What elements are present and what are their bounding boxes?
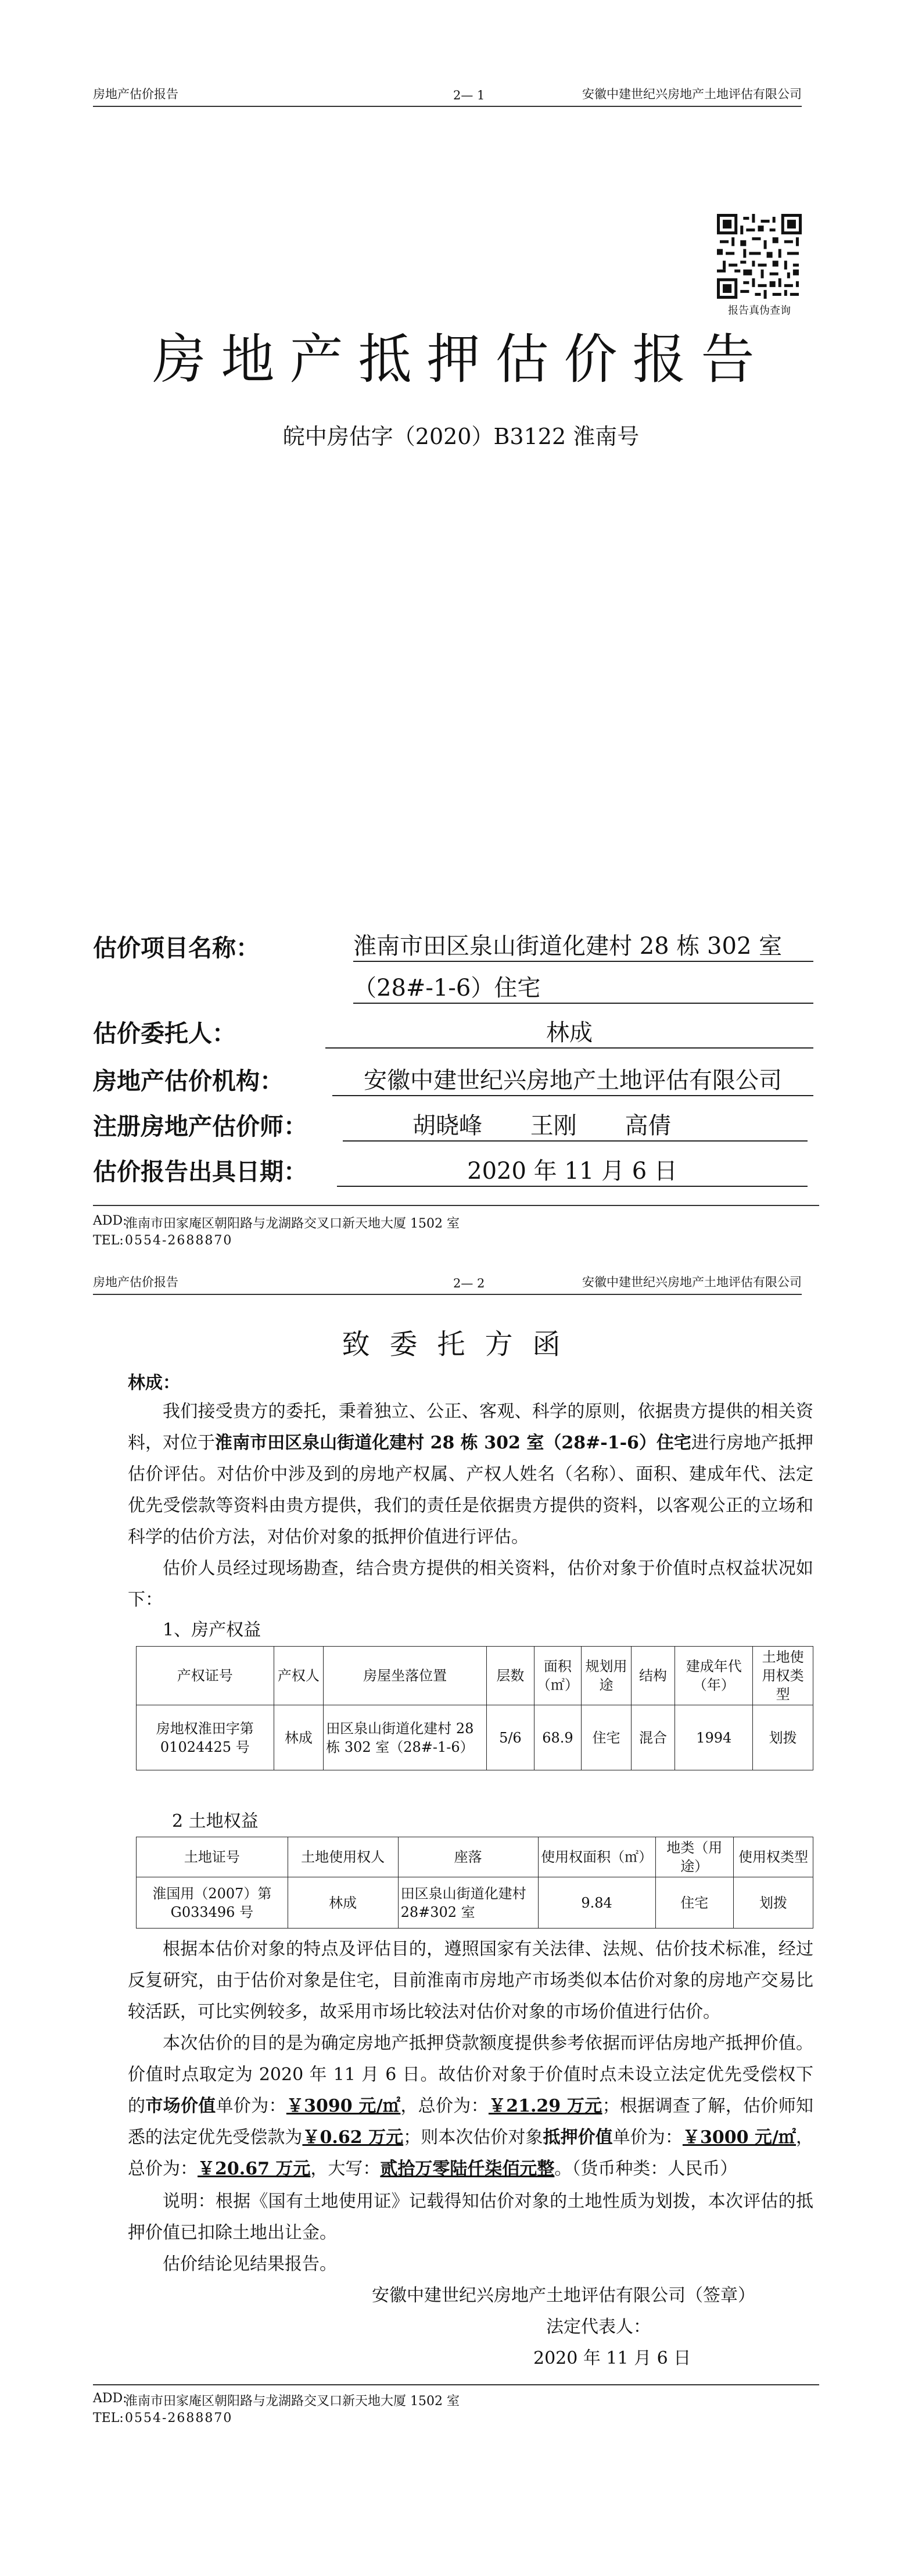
letter-paragraph-1 xyxy=(128,1396,813,1553)
market-unit-price: ￥3090 元/㎡ xyxy=(286,2096,401,2116)
client-label: 估价委托人： xyxy=(93,1019,236,1047)
commission-letter-page xyxy=(0,1258,922,2576)
table-row xyxy=(137,1877,813,1929)
letter-paragraph-6: 估价结论见结果报告。 xyxy=(163,2254,337,2274)
signature-company: 安徽中建世纪兴房地产土地评估有限公司（签章） xyxy=(372,2285,755,2306)
footer-address: 淮南市田家庵区朝阳路与龙湖路交叉口新天地大厦 1502 室 xyxy=(125,2394,460,2409)
table-header-cell: 房屋坐落位置 xyxy=(324,1647,487,1705)
table-cell: 田区泉山街道化建村 28 栋 302 室（28#-1-6） xyxy=(324,1705,487,1770)
table-cell: 混合 xyxy=(631,1705,675,1770)
header-company: 安徽中建世纪兴房地产土地评估有限公司 xyxy=(582,1275,802,1289)
mortgage-total-price: ￥20.67 万元 xyxy=(198,2159,311,2179)
para4-text: 本次估价的目的是为确定房地产抵押贷款额度提供参考依据而评估房地产抵押价值。价值时点取定为 2020 年 11 月 6 日。故估价对象于价值时点未设立法定优先受偿权下的 xyxy=(128,2033,813,2116)
table-header-row xyxy=(137,1647,813,1705)
addressee: 林成： xyxy=(128,1373,180,1393)
table-header-cell: 使用权类型 xyxy=(734,1837,813,1877)
footer-tel-key: TEL: xyxy=(93,1233,124,1248)
house-rights-table xyxy=(136,1646,813,1770)
table-cell: 划拨 xyxy=(734,1877,813,1929)
footer-address: 淮南市田家庵区朝阳路与龙湖路交叉口新天地大厦 1502 室 xyxy=(125,1217,460,1231)
para1-text-a: 我们接受贵方的委托，秉着独立、公正、客观、科学的原则，依据贵方提供的相关资料，对位于 xyxy=(128,1401,813,1453)
table-header-cell: 层数 xyxy=(487,1647,534,1705)
letter-paragraph-4 xyxy=(128,2028,813,2185)
project-name-line2: （28#-1-6）住宅 xyxy=(353,969,813,1004)
table-cell: 5/6 xyxy=(487,1705,534,1770)
header-report-type: 房地产估价报告 xyxy=(93,1275,178,1289)
appraisers-label: 注册房地产估价师： xyxy=(93,1112,307,1140)
qr-code-icon xyxy=(717,214,802,299)
table-cell: 林成 xyxy=(274,1705,324,1770)
table-header-cell: 使用权面积（㎡） xyxy=(538,1837,655,1877)
header-report-type: 房地产估价报告 xyxy=(93,87,178,101)
table-header-cell: 土地使用权类型 xyxy=(753,1647,813,1705)
table-cell: 林成 xyxy=(288,1877,398,1929)
table-cell: 68.9 xyxy=(534,1705,582,1770)
land-rights-table xyxy=(136,1837,813,1929)
table-header-cell: 座落 xyxy=(398,1837,538,1877)
qr-caption: 报告真伪查询 xyxy=(728,305,791,317)
letter-paragraph-2: 估价人员经过现场勘查，结合贵方提供的相关资料，估价对象于价值时点权益状况如下： xyxy=(128,1558,813,1610)
table-cell: 田区泉山街道化建村 28#302 室 xyxy=(398,1877,538,1929)
table-cell: 9.84 xyxy=(538,1877,655,1929)
agency-value: 安徽中建世纪兴房地产土地评估有限公司 xyxy=(332,1062,813,1096)
mortgage-unit-price: ￥3000 元/㎡ xyxy=(682,2127,797,2148)
table-header-cell: 规划用途 xyxy=(582,1647,632,1705)
table-cell: 住宅 xyxy=(655,1877,733,1929)
report-title: 房地产抵押估价报告 xyxy=(152,328,770,391)
report-date-value: 2020 年 11 月 6 日 xyxy=(337,1153,808,1187)
agency-label: 房地产估价机构： xyxy=(93,1067,284,1095)
running-header xyxy=(93,87,802,107)
table-cell: 划拨 xyxy=(753,1705,813,1770)
letter-paragraph-3: 根据本估价对象的特点及评估目的，遵照国家有关法律、法规、估价技术标准，经过反复研究，由于估价对象是住宅，目前淮南市房地产市场类似本估价对象的房地产交易比较活跃，可比实例较多，故采用市场比较法对估价对象的市场价值进行估价。 xyxy=(128,1939,813,2022)
footer-rule xyxy=(93,1205,819,1206)
letter-paragraph-5: 说明：根据《国有土地使用证》记载得知估价对象的土地性质为划拨，本次评估的抵押价值已扣除土地出让金。 xyxy=(128,2191,813,2243)
para1-text-c: 进行房地产抵押估价评估。对估价中涉及到的房地产权属、产权人姓名（名称）、面积、建成年代、法定优先受偿款等资料由贵方提供，我们的责任是依据贵方提供的资料，以客观公正的立场和科学的估价方法，对估价对象的抵押价值进行评估。 xyxy=(128,1433,814,1547)
para4-text: ，大写： xyxy=(310,2159,381,2179)
priority-payment: ￥0.62 万元 xyxy=(302,2127,404,2148)
project-name-label: 估价项目名称： xyxy=(93,934,260,962)
letter-title: 致委托方函 xyxy=(342,1328,580,1361)
report-number: 皖中房估字（2020）B3122 淮南号 xyxy=(282,424,640,449)
appraiser-2: 王刚 xyxy=(530,1112,577,1139)
para4-text: ；则本次估价对象 xyxy=(403,2127,543,2148)
table-header-cell: 土地证号 xyxy=(137,1837,288,1877)
table-header-cell: 建成年代（年） xyxy=(675,1647,753,1705)
project-name-line1: 淮南市田区泉山街道化建村 28 栋 302 室 xyxy=(353,928,813,962)
footer-address-key: ADD: xyxy=(93,2391,127,2406)
market-value-term: 市场价值 xyxy=(145,2096,216,2116)
header-company: 安徽中建世纪兴房地产土地评估有限公司 xyxy=(582,87,802,101)
report-cover-page xyxy=(0,0,922,1258)
footer-tel-key: TEL: xyxy=(93,2411,124,2425)
table-header-cell: 结构 xyxy=(631,1647,675,1705)
appraisers-line xyxy=(343,1107,808,1142)
signature-legal-rep: 法定代表人： xyxy=(546,2317,651,2337)
footer-address-key: ADD: xyxy=(93,1214,127,1228)
table-row xyxy=(137,1705,813,1770)
table-cell: 住宅 xyxy=(582,1705,632,1770)
table-header-cell: 产权人 xyxy=(274,1647,324,1705)
section-land-rights: 2 土地权益 xyxy=(172,1811,259,1831)
para4-text: 单价为： xyxy=(612,2127,683,2148)
property-address: 淮南市田区泉山街道化建村 28 栋 302 室（28#-1-6）住宅 xyxy=(215,1433,691,1453)
section-house-rights: 1、房产权益 xyxy=(163,1620,261,1640)
report-date-label: 估价报告出具日期： xyxy=(93,1158,307,1186)
para4-text: ，总价为： xyxy=(128,2127,814,2179)
table-cell: 1994 xyxy=(675,1705,753,1770)
table-cell: 淮国用（2007）第 G033496 号 xyxy=(137,1877,288,1929)
footer-rule xyxy=(93,2384,819,2385)
running-header xyxy=(93,1275,802,1295)
para4-text: ，总价为： xyxy=(400,2096,489,2116)
appraiser-3: 高倩 xyxy=(625,1112,672,1139)
table-header-row xyxy=(137,1837,813,1877)
appraiser-1: 胡晓峰 xyxy=(412,1112,482,1139)
table-cell: 房地权淮田字第 01024425 号 xyxy=(137,1705,274,1770)
market-total-price: ￥21.29 万元 xyxy=(488,2096,602,2116)
para4-text: 单价为： xyxy=(216,2096,286,2116)
client-value: 林成 xyxy=(325,1014,813,1049)
table-header-cell: 地类（用途） xyxy=(655,1837,733,1877)
table-header-cell: 土地使用权人 xyxy=(288,1837,398,1877)
signature-date: 2020 年 11 月 6 日 xyxy=(533,2348,691,2369)
mortgage-total-uppercase: 贰拾万零陆仟柒佰元整 xyxy=(380,2159,555,2179)
table-header-cell: 产权证号 xyxy=(137,1647,274,1705)
footer-tel: 0554-2688870 xyxy=(125,2411,233,2425)
para4-text: ；根据调查了解，估价师知悉的法定优先受偿款为 xyxy=(128,2096,814,2148)
footer-tel: 0554-2688870 xyxy=(125,1233,233,1248)
para4-text: 。（货币种类：人民币） xyxy=(554,2159,738,2179)
header-page-number: 2— 1 xyxy=(453,88,485,102)
table-header-cell: 面积（㎡） xyxy=(534,1647,582,1705)
mortgage-value-term: 抵押价值 xyxy=(543,2127,613,2148)
header-page-number: 2— 2 xyxy=(453,1276,485,1290)
